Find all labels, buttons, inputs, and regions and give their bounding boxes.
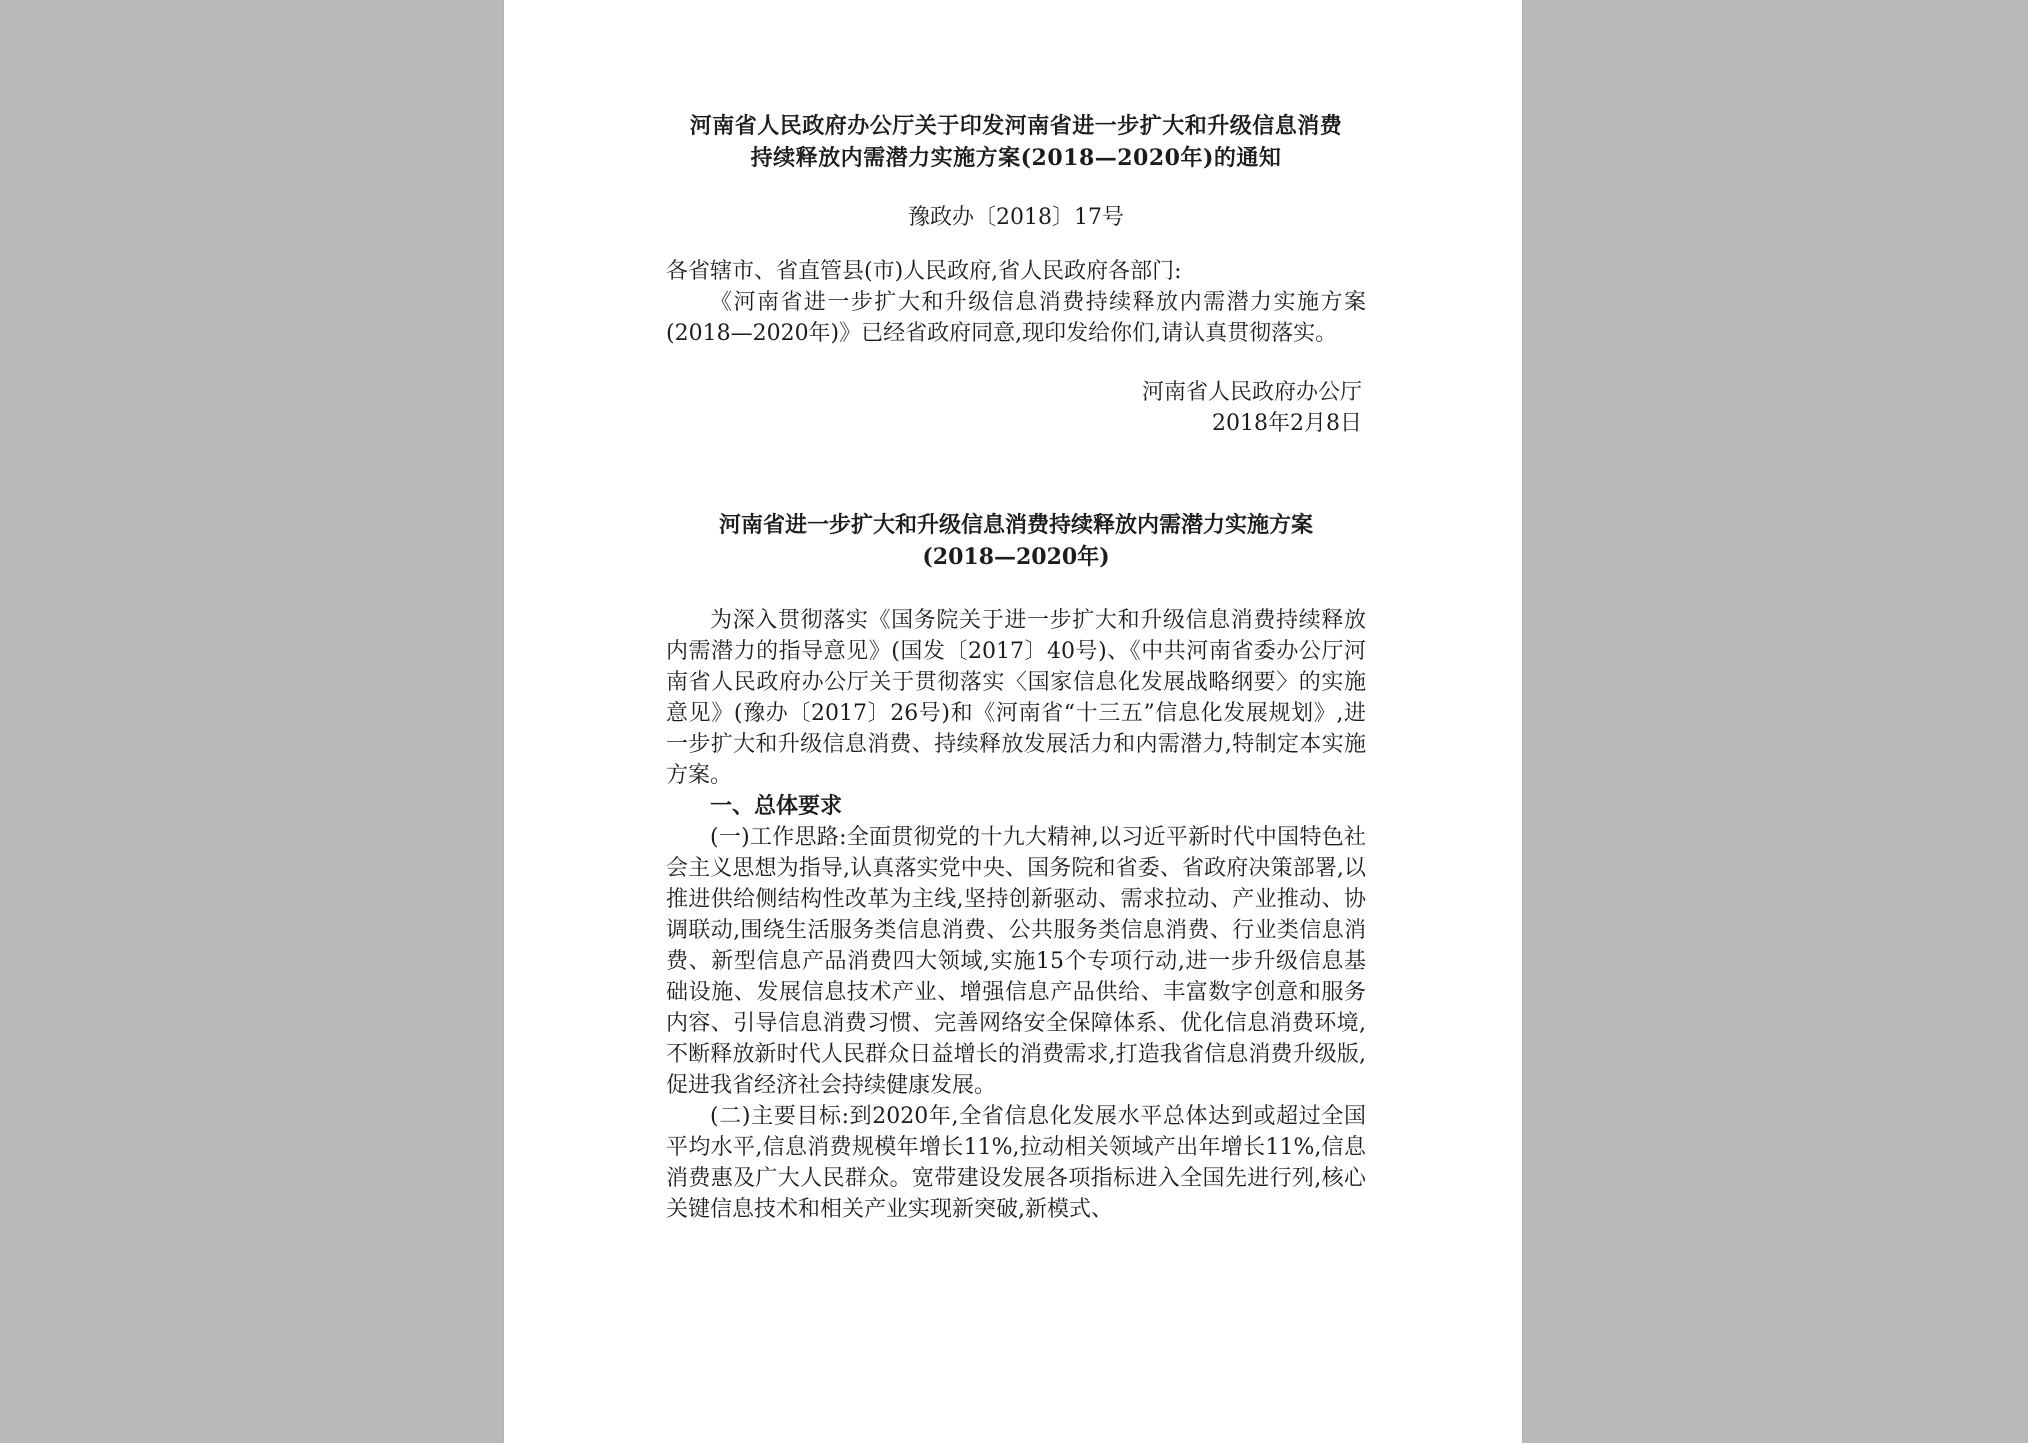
notice-title xyxy=(666,110,1366,174)
document-page xyxy=(504,0,1522,1443)
plan-title-line-1: 河南省进一步扩大和升级信息消费持续释放内需潜力实施方案 xyxy=(718,512,1313,538)
notice-body: 《河南省进一步扩大和升级信息消费持续释放内需潜力实施方案(2018—2020年)》已经省政府同意,现印发给你们,请认真贯彻落实。 xyxy=(666,290,1366,346)
notice-title-line-2: 持续释放内需潜力实施方案(2018—2020年)的通知 xyxy=(750,145,1282,171)
plan-title xyxy=(666,509,1366,573)
signature-block xyxy=(666,377,1366,439)
plan-body xyxy=(666,605,1366,1225)
page-content xyxy=(666,110,1366,1225)
issuer-name: 河南省人民政府办公厅 xyxy=(1141,380,1362,405)
main-goals-paragraph: (二)主要目标:到2020年,全省信息化发展水平总体达到或超过全国平均水平,信息消费规模年增长11%,拉动相关领域产出年增长11%,信息消费惠及广大人民群众。宽带建设发展各项指标进入全国先进行列,核心关键信息技术和相关产业实现新突破,新模式、 xyxy=(666,1104,1366,1222)
plan-title-line-2: (2018—2020年) xyxy=(922,544,1110,570)
issue-date: 2018年2月8日 xyxy=(1212,411,1362,436)
salutation: 各省辖市、省直管县(市)人民政府,省人民政府各部门: xyxy=(666,259,1182,284)
work-approach-paragraph: (一)工作思路:全面贯彻党的十九大精神,以习近平新时代中国特色社会主义思想为指导,认真落实党中央、国务院和省委、省政府决策部署,以推进供给侧结构性改革为主线,坚持创新驱动、需求拉动、产业推动、协调联动,围绕生活服务类信息消费、公共服务类信息消费、行业类信息消费、新型信息产品消费四大领域,实施15个专项行动,进一步升级信息基础设施、发展信息技术产业、增强信息产品供给、丰富数字创意和服务内容、引导信息消费习惯、完善网络安全保障体系、优化信息消费环境,不断释放新时代人民群众日益增长的消费需求,打造我省信息消费升级版,促进我省经济社会持续健康发展。 xyxy=(666,825,1366,1098)
notice-title-line-1: 河南省人民政府办公厅关于印发河南省进一步扩大和升级信息消费 xyxy=(689,113,1343,139)
section-heading-general-requirements: 一、总体要求 xyxy=(710,793,843,819)
plan-intro: 为深入贯彻落实《国务院关于进一步扩大和升级信息消费持续释放内需潜力的指导意见》(国发〔2017〕40号)、《中共河南省委办公厅河南省人民政府办公厅关于贯彻落实〈国家信息化发展战略纲要〉的实施意见》(豫办〔2017〕26号)和《河南省“十三五”信息化发展规划》,进一步扩大和升级信息消费、持续释放发展活力和内需潜力,特制定本实施方案。 xyxy=(666,608,1366,788)
document-number: 豫政办〔2018〕17号 xyxy=(908,205,1124,230)
